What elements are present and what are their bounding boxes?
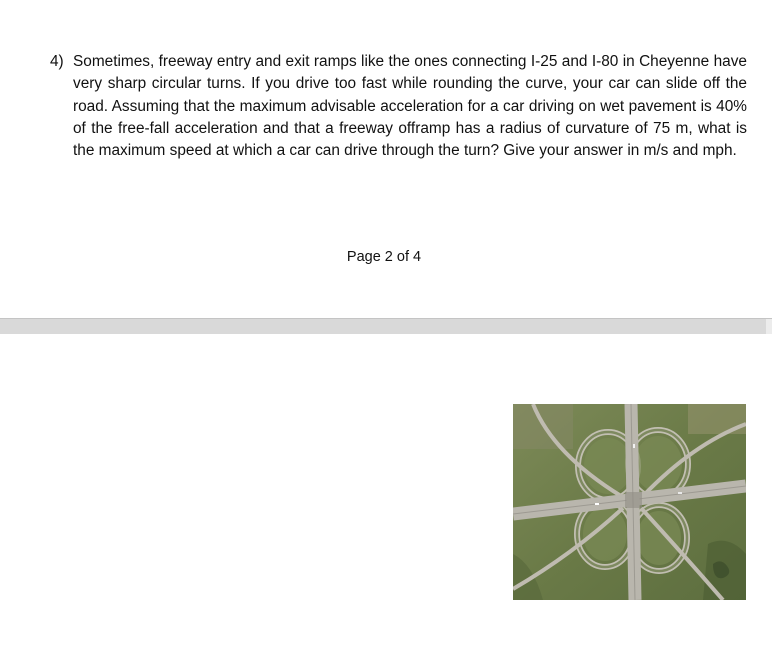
page-separator [0, 318, 772, 334]
question-4 [50, 51, 747, 162]
cloverleaf-interchange-aerial-image [513, 404, 746, 600]
page-2-lower-section [0, 0, 772, 318]
question-text: Sometimes, freeway entry and exit ramps like the ones connecting I-25 and I-80 in Cheyenne have very sharp circular turns. If you drive too fast while rounding the curve, your car can slide off the road. Assuming that the maximum advisable acceleration for a car driving on wet pavement is 40% of the free-fall acceleration and that a freeway offramp has a radius of curvature of 75 m, what is the maximum speed at which a car can drive through the turn? Give your answer in m/s and mph. [73, 53, 747, 160]
page-number-label: Page 2 of 4 [346, 249, 422, 265]
page-number [0, 249, 772, 265]
question-number: 4) [50, 53, 64, 70]
